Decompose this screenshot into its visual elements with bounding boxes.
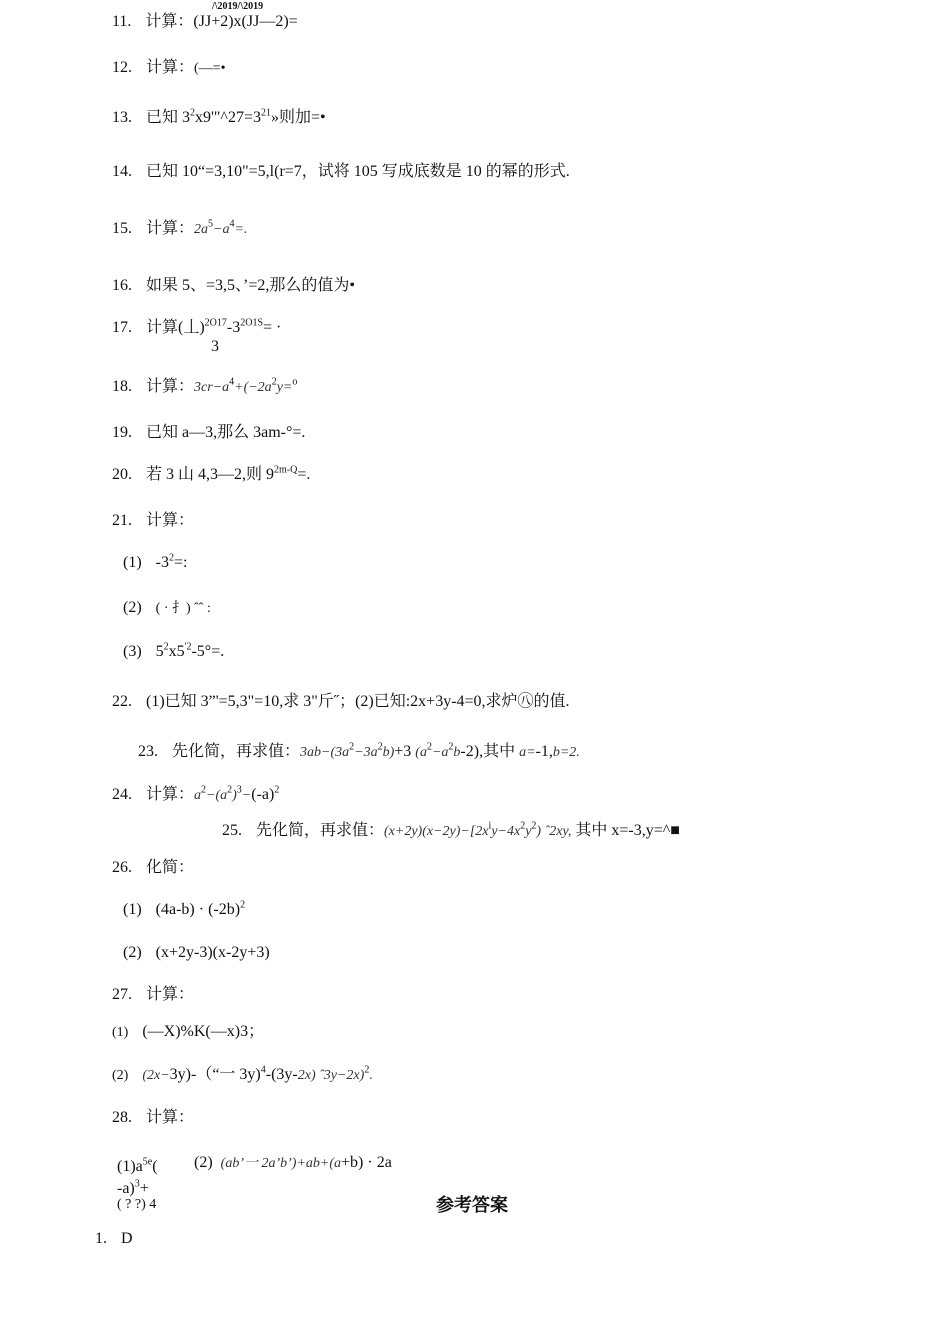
question-24 — [112, 785, 279, 805]
question-number: 20. — [112, 466, 132, 483]
superscript: 4 — [229, 218, 235, 230]
superscript: 3 — [236, 784, 242, 796]
question-text: »则加=• — [270, 109, 326, 126]
question-text: ( — [152, 1158, 158, 1175]
question-12 — [112, 58, 225, 78]
question-text: 3y)-（“一 3y) — [169, 1066, 261, 1083]
superscript: 2 — [377, 741, 383, 753]
part-number: (2) — [112, 1068, 129, 1083]
math-italic: y= — [276, 380, 293, 395]
math-italic: (x+2y)(x−2y)−[2x — [384, 824, 489, 839]
question-expression: (JJ+2)x(JJ—2)= — [193, 13, 298, 30]
question-text: +3 — [394, 743, 416, 760]
superscript: 2O17 — [204, 317, 227, 329]
question-19 — [112, 423, 305, 442]
math-italic: (2x− — [142, 1068, 170, 1083]
math-italic: (ab’一 2a’b’)+ab+(a — [220, 1156, 342, 1171]
question-21-part-3 — [123, 642, 224, 661]
question-text: + — [139, 1180, 149, 1197]
question-number: 12. — [112, 59, 132, 76]
fraction-denominator: 3 — [211, 338, 219, 355]
question-label: 计算： — [146, 378, 195, 395]
question-26-part-1 — [123, 900, 245, 919]
math-italic: 3ab−(3a — [300, 745, 350, 760]
math-italic: (a — [415, 745, 427, 760]
question-text: (1)a — [117, 1158, 143, 1175]
question-15 — [112, 219, 247, 239]
clipped-text: ( ? ?) 4 — [117, 1197, 157, 1212]
question-27-part-2 — [112, 1065, 373, 1085]
part-number: (2) — [194, 1154, 213, 1171]
math-italic: . — [369, 1068, 373, 1083]
question-27-part-1 — [112, 1022, 264, 1042]
superscript: '2 — [184, 641, 192, 653]
math-italic: 2x) ˆ3y−2x) — [297, 1068, 365, 1083]
superscript: 2 — [364, 1064, 370, 1076]
question-text: +b) · 2a — [341, 1154, 392, 1171]
question-expression: (x+2y-3)(x-2y+3) — [155, 944, 270, 961]
question-text: 已知 a—3,那么 3am-°=. — [146, 424, 306, 441]
question-text: 其中 x=-3,y=^■ — [571, 822, 680, 839]
question-26-part-2 — [123, 943, 270, 962]
question-text: 5 — [155, 643, 164, 660]
superscript: 3 — [134, 1178, 140, 1190]
question-label: 化简： — [146, 859, 195, 876]
answers-title: 参考答案 — [436, 1195, 508, 1215]
superscript: i — [488, 820, 492, 832]
question-number: 19. — [112, 424, 132, 441]
question-16 — [112, 276, 355, 295]
question-20 — [112, 465, 310, 484]
question-text: -3 — [226, 319, 241, 336]
question-number: 23. — [138, 743, 158, 760]
superscript: 2 — [271, 376, 277, 388]
question-label: 计算： — [146, 220, 195, 237]
superscript: 2 — [274, 784, 280, 796]
question-21 — [112, 511, 194, 530]
math-italic: − — [241, 788, 252, 803]
question-text: 如果 5、=3,5、’=2,那么的值为• — [146, 277, 355, 294]
question-expression: ( · 扌) ˆˆ : — [155, 601, 211, 616]
superscript: 5e — [142, 1156, 153, 1168]
math-italic: −a — [431, 745, 449, 760]
question-expression: (—=• — [194, 61, 226, 76]
question-number: 14. — [112, 163, 132, 180]
question-number: 16. — [112, 277, 132, 294]
math-italic: ) ˆ2xy, — [536, 824, 572, 839]
question-text: x9'"^27=3 — [195, 109, 261, 126]
question-label: 计算： — [145, 13, 194, 30]
question-21-part-1 — [123, 553, 187, 572]
math-italic: +(−2a — [234, 380, 272, 395]
question-text: 先化简，再求值： — [256, 822, 385, 839]
superscript: 2 — [190, 107, 196, 119]
question-label: 计算： — [146, 786, 195, 803]
math-italic: 2a — [194, 222, 209, 237]
question-text: -2),其中 — [460, 743, 520, 760]
question-label: 计算： — [146, 986, 195, 1003]
superscript: 21 — [260, 107, 271, 119]
question-23 — [138, 742, 580, 762]
question-number: 22. — [112, 693, 132, 710]
question-number: 18. — [112, 378, 132, 395]
question-22 — [112, 692, 570, 711]
question-text: (1)已知 3”'=5,3"=10,求 3"斤˝；(2)已知:2x+3y-4=0,求炉㊇的值. — [146, 693, 570, 710]
question-number: 11. — [112, 13, 132, 30]
part-number: (2) — [123, 599, 142, 616]
superscript: o — [292, 376, 298, 388]
question-25 — [222, 821, 680, 841]
answer-1 — [95, 1229, 133, 1248]
question-label: 计算： — [146, 1109, 195, 1126]
superscript: 2 — [168, 552, 174, 564]
question-text: 先化简，再求值： — [172, 743, 301, 760]
math-italic: y−4x — [491, 824, 521, 839]
part-number: (2) — [123, 944, 142, 961]
question-text: 若 3 山 4,3—2,则 9 — [146, 466, 275, 483]
superscript: 4 — [260, 1064, 266, 1076]
question-number: 26. — [112, 859, 132, 876]
question-26 — [112, 858, 194, 877]
question-number: 21. — [112, 512, 132, 529]
superscript: 2 — [426, 741, 432, 753]
math-italic: =. — [234, 222, 248, 237]
question-14 — [112, 162, 570, 181]
question-text: -1, — [535, 743, 553, 760]
question-28 — [112, 1108, 194, 1127]
question-text: 计算(丄) — [146, 319, 205, 336]
part-number: (3) — [123, 643, 142, 660]
question-28-part-2 — [194, 1153, 392, 1173]
math-italic: b) — [382, 745, 395, 760]
superscript: 2m-Q — [274, 464, 298, 476]
question-28-part-1-line-1 — [117, 1157, 158, 1176]
question-label: 计算： — [146, 512, 195, 529]
question-number: 27. — [112, 986, 132, 1003]
question-text: (4a-b) · (-2b) — [155, 901, 241, 918]
math-italic: a — [194, 788, 202, 803]
math-italic: b — [453, 745, 461, 760]
question-text: (-a) — [251, 786, 275, 803]
question-text: -a) — [117, 1180, 135, 1197]
question-27 — [112, 985, 194, 1004]
superscript: 2 — [448, 741, 454, 753]
answer-text: D — [121, 1230, 133, 1247]
math-italic: 3cr−a — [194, 380, 230, 395]
part-number: (1) — [123, 901, 142, 918]
math-italic: a= — [519, 745, 536, 760]
question-text: x5 — [168, 643, 185, 660]
math-italic: b=2. — [552, 745, 580, 760]
math-italic: −3a — [354, 745, 378, 760]
math-italic: y — [525, 824, 532, 839]
answer-number: 1. — [95, 1230, 107, 1247]
superscript: 2 — [531, 820, 537, 832]
superscript: 5 — [208, 218, 214, 230]
math-italic: ) — [232, 788, 237, 803]
superscript: 2 — [201, 784, 207, 796]
question-label: 计算： — [146, 59, 195, 76]
superscript: 2 — [227, 784, 233, 796]
superscript: 2 — [349, 741, 355, 753]
question-number: 15. — [112, 220, 132, 237]
question-11 — [112, 12, 298, 31]
question-number: 25. — [222, 822, 242, 839]
question-text: = · — [263, 319, 282, 336]
part-number: (1) — [123, 554, 142, 571]
question-21-part-2 — [123, 598, 211, 618]
superscript: 4 — [229, 376, 235, 388]
question-text: -(3y- — [265, 1066, 298, 1083]
math-italic: −a — [213, 222, 230, 237]
superscript: 2O1S — [240, 317, 264, 329]
superscript: 2 — [520, 820, 526, 832]
superscript: 2 — [240, 899, 246, 911]
question-28-part-1-clipped — [117, 1197, 177, 1212]
question-number: 28. — [112, 1109, 132, 1126]
question-text: -3 — [155, 554, 169, 571]
part-number: (1) — [112, 1025, 129, 1040]
question-text: 已知 3 — [146, 109, 191, 126]
header-fragment: /\2019/\2019 — [212, 1, 264, 12]
math-italic: −(a — [206, 788, 228, 803]
question-expression: (—X)%K(—x)3； — [142, 1023, 265, 1040]
question-number: 24. — [112, 786, 132, 803]
question-28-part-1-line-2 — [117, 1179, 149, 1198]
question-13 — [112, 108, 326, 127]
question-number: 17. — [112, 319, 132, 336]
question-text: 已知 10“=3,10"=5,l(r=7，试将 105 写成底数是 10 的幂的形式. — [146, 163, 570, 180]
question-text: =: — [173, 554, 188, 571]
superscript: 2 — [163, 641, 169, 653]
question-18 — [112, 377, 297, 397]
question-text: =. — [297, 466, 311, 483]
question-text: -5°=. — [191, 643, 225, 660]
question-17 — [112, 318, 281, 337]
question-number: 13. — [112, 109, 132, 126]
